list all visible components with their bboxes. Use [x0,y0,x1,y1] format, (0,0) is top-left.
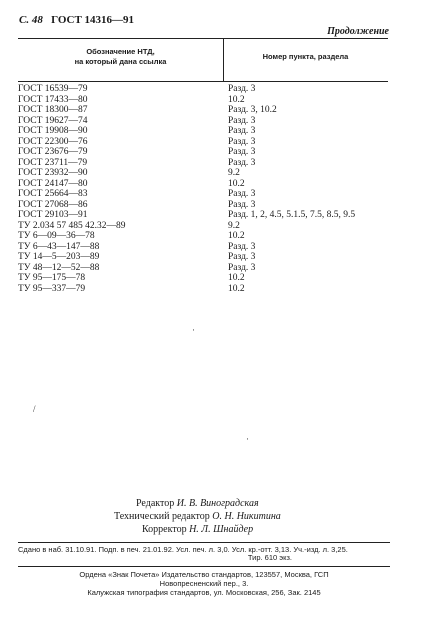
scan-speck: · [246,434,249,444]
corrector-label: Корректор [142,524,187,535]
standard-number: ГОСТ 14316—91 [51,14,135,26]
section-cell: Разд. 3 [228,84,256,94]
column-header-document-line1: Обозначение НТД, [86,47,155,56]
section-cell: 10.2 [228,178,245,189]
document-cell: ГОСТ 16539—79 [18,84,88,94]
editor-name: И. В. Виноградская [176,498,259,509]
document-cell: ГОСТ 22300—76 [18,136,88,147]
column-header-document [18,47,223,67]
table-header [18,38,388,82]
document-cell: ГОСТ 29103—91 [18,210,88,220]
table-row [18,200,388,211]
table-row [18,210,388,221]
section-cell: Разд. 1, 2, 4.5, 5.1.5, 7.5, 8.5, 9.5 [228,210,356,220]
document-cell: ТУ 6—09—36—78 [18,231,95,241]
document-cell: ГОСТ 24147—80 [18,178,88,189]
table-row [18,168,388,179]
document-cell: ГОСТ 23676—79 [18,147,88,157]
table-row [18,284,388,295]
publication-info [18,542,390,597]
table-row [18,179,388,190]
table-row [18,273,388,284]
table-row [18,189,388,200]
section-cell: Разд. 3 [228,136,256,147]
document-cell: ГОСТ 27068—86 [18,199,88,210]
scan-speck: / [33,404,36,414]
section-cell: Разд. 3 [228,189,256,199]
section-cell: Разд. 3 [228,241,256,252]
header-page-standard [19,14,134,26]
document-cell: ТУ 2.034 57 485 42.32—89 [18,220,126,231]
corrector-line [142,523,253,536]
tech-editor-line [114,510,281,523]
section-cell: 10.2 [228,94,245,105]
table-row [18,126,388,137]
column-header-document-line2: на который дана ссылка [74,56,167,66]
table-row [18,105,388,116]
document-cell: ГОСТ 19908—90 [18,126,88,136]
document-cell: ГОСТ 17433—80 [18,94,88,105]
section-cell: 10.2 [228,273,245,283]
document-cell: ГОСТ 25664—83 [18,189,88,199]
section-cell: Разд. 3 [228,252,256,262]
document-cell: ТУ 14—5—203—89 [18,252,100,262]
document-cell: ГОСТ 23711—79 [18,157,88,168]
publisher-address: Новопресненский пер., 3. [159,579,249,588]
publisher: Ордена «Знак Почета» Издательство стандартов, 123557, Москва, ГСП [79,570,329,579]
document-cell: ТУ 6—43—147—88 [18,241,100,252]
column-header-section: Номер пункта, раздела [262,52,349,61]
table-row [18,84,388,95]
document-cell: ГОСТ 23932—90 [18,168,88,178]
document-cell: ТУ 95—175—78 [18,273,86,283]
table-row [18,147,388,158]
table-row [18,242,388,253]
section-cell: 9.2 [228,168,240,178]
print-info: Сдано в наб. 31.10.91. Подп. в печ. 21.01.92. Усл. печ. л. 3,0. Усл. кр.-отт. 3,13. Уч.-изд. л. 3,25. [18,542,390,554]
section-cell: 10.2 [228,283,245,294]
table-row [18,231,388,242]
section-cell: 10.2 [228,231,245,241]
publisher-block [18,566,390,597]
circulation: Тир. 610 экз. [247,553,292,562]
printer: Калужская типография стандартов, ул. Московская, 256, Зак. 2145 [87,588,321,597]
section-cell: 9.2 [228,220,240,231]
section-cell: Разд. 3 [228,115,256,126]
section-cell: Разд. 3 [228,126,256,136]
table-row [18,252,388,263]
document-cell: ТУ 48—12—52—88 [18,262,100,273]
table-row [18,95,388,106]
section-cell: Разд. 3 [228,147,256,157]
document-cell: ГОСТ 18300—87 [18,105,88,115]
document-cell: ГОСТ 19627—74 [18,115,88,126]
section-cell: Разд. 3 [228,262,256,273]
section-cell: Разд. 3, 10.2 [228,105,277,115]
table-row [18,263,388,274]
continuation-label: Продолжение [327,26,389,37]
section-cell: Разд. 3 [228,199,256,210]
references-table [18,38,388,294]
table-body [18,84,388,294]
corrector-name: Н. Л. Шнайдер [189,524,254,535]
editor-line [136,497,259,510]
scan-speck: · [192,325,195,335]
editor-label: Редактор [136,498,175,509]
tech-editor-label: Технический редактор [114,511,210,522]
section-cell: Разд. 3 [228,157,256,168]
document-cell: ТУ 95—337—79 [18,283,86,294]
table-row [18,221,388,232]
tech-editor-name: О. Н. Никитина [212,511,281,522]
table-row [18,116,388,127]
table-row [18,158,388,169]
table-row [18,137,388,148]
page-number: С. 48 [19,14,43,26]
